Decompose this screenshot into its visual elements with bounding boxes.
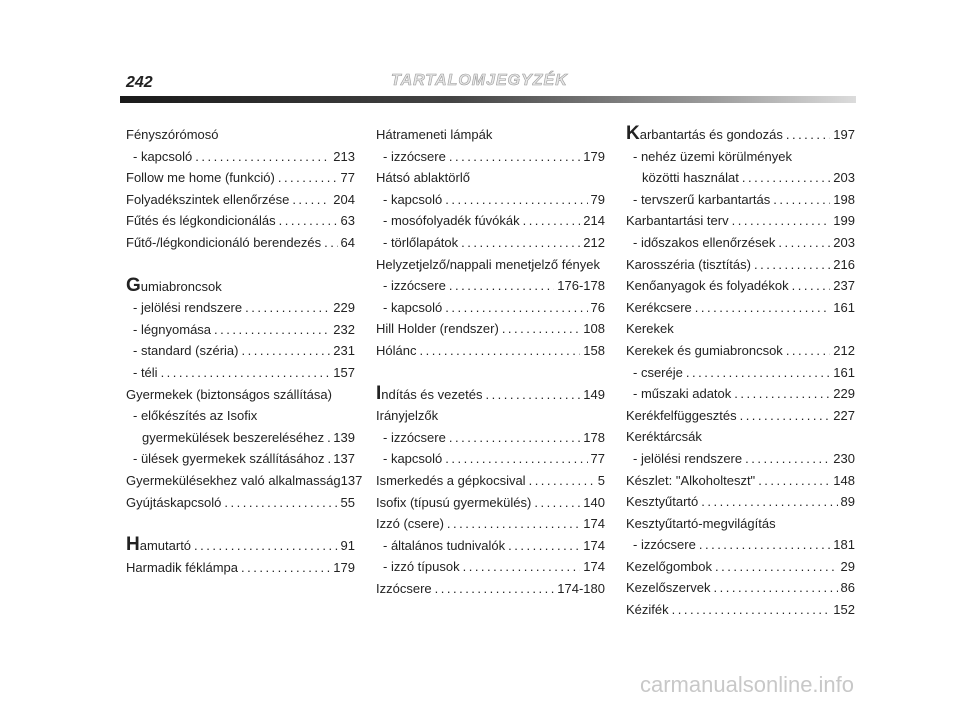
dot-leader [445,297,587,319]
entry-label: - izzócsere [383,278,446,294]
dot-leader [740,405,831,427]
index-entry [376,492,605,514]
entry-page-number: 237 [833,278,855,294]
entry-page-number: 212 [833,342,855,358]
dot-leader [278,167,338,189]
entry-page-number: 157 [333,364,355,380]
entry-page-number: 199 [833,213,855,229]
entry-page-number: 197 [833,127,855,142]
dot-leader [195,146,330,168]
entry-label: Kesztyűtartó [626,494,699,510]
index-entry-continuation [126,427,355,449]
entry-page-number: 178 [583,429,605,445]
index-entry [626,362,855,384]
entry-label: Kerekek és gumiabroncsok [626,342,783,358]
entry-label: Fényszórómosó [126,127,219,142]
index-entry [626,599,855,621]
dot-leader [534,492,580,514]
entry-page-number: 214 [583,213,605,229]
entry-page-number: 77 [590,451,605,467]
index-entry [376,470,605,492]
entry-label: Izzó (csere) [376,516,444,532]
entry-label: Kenőanyagok és folyadékok [626,278,789,294]
dot-leader [327,427,330,449]
index-entry [126,557,355,579]
entry-label: - előkészítés az Isofix [133,408,258,424]
dot-leader [292,189,330,211]
entry-page-number: 55 [340,494,355,510]
entry-page-number: 179 [583,148,605,164]
index-entry [376,297,605,319]
index-entry [126,319,355,341]
index-entry [626,189,855,211]
entry-label: Hátrameneti lámpák [376,127,493,142]
index-entry [376,340,605,362]
dot-leader [461,232,580,254]
dot-leader [773,189,830,211]
index-entry [376,210,605,232]
entry-page-number: 161 [833,364,855,380]
entry-page-number: 63 [340,213,355,229]
entry-page-number: 76 [590,299,605,315]
index-entry [126,362,355,384]
entry-page-number: 179 [333,559,355,575]
dot-leader [701,491,837,513]
index-entry [626,318,855,340]
dot-leader [445,448,587,470]
entry-label: Kerékcsere [626,299,692,315]
entry-label [126,276,222,298]
entry-page-number: 198 [833,191,855,207]
entry-label: Készlet: "Alkoholteszt" [626,472,756,488]
entry-page-number: 213 [333,148,355,164]
entry-page-number: 216 [833,256,855,272]
entry-label: - jelölési rendszere [133,300,243,316]
entry-page-number: 5 [597,472,605,488]
dot-leader [745,448,830,470]
index-entry [376,427,605,449]
entry-page-number: 140 [583,494,605,510]
dot-leader [529,470,595,492]
entry-page-number: 149 [583,386,605,402]
entry-page-number: 181 [833,537,855,553]
entry-label-rest: arbantartás és gondozás [639,127,783,142]
dot-leader [754,254,830,276]
entry-page-number: 174 [583,516,605,532]
entry-initial: K [626,123,640,144]
entry-page-number: 148 [833,472,855,488]
entry-label: Kézifék [626,602,669,618]
watermark: carmanualsonline.info [640,672,855,697]
index-entry [626,405,855,427]
entry-label: Gyújtáskapcsoló [126,494,222,510]
entry-label: - izzócsere [633,537,696,553]
entry-page-number: 212 [583,234,605,250]
dot-leader [508,535,580,557]
entry-label: Gyermekek (biztonságos szállítása) [126,386,332,402]
entry-label: közötti használat [642,170,739,186]
index-entry [126,535,355,557]
entry-page-number: 174-180 [557,580,605,596]
dot-leader [699,534,830,556]
entry-page-number: 89 [840,494,855,510]
dot-leader [786,340,830,362]
entry-page-number: 227 [833,407,855,423]
index-entry [126,492,355,514]
dot-leader [245,297,330,319]
dot-leader [279,210,338,232]
entry-label [626,124,783,146]
entry-label: Keréktárcsák [626,429,702,445]
entry-label: gyermekülések beszereléséhez [142,429,325,445]
entry-page-number: 79 [590,191,605,207]
entry-label: Irányjelzők [376,408,439,424]
index-entry [376,189,605,211]
entry-label: - jelölési rendszere [633,450,743,466]
entry-page-number: 137 [333,451,355,467]
dot-leader [419,340,580,362]
entry-label: Helyzetjelző/nappali menetjelző fények [376,256,601,272]
index-entry [376,146,605,168]
entry-page-number: 108 [583,321,605,337]
index-entry [376,167,605,189]
dot-leader [445,189,587,211]
index-entry [376,405,605,427]
section-title: TARTALOMJEGYZÉK [391,72,568,89]
dot-leader [324,232,337,254]
index-entry [376,275,605,297]
entry-page-number: 29 [840,558,855,574]
entry-page-number: 229 [333,300,355,316]
index-entry [626,513,855,535]
index-entry [626,146,855,168]
index-column-3 [626,124,855,621]
index-entry [626,340,855,362]
dot-leader [686,362,830,384]
dot-leader [502,318,580,340]
entry-label: - műszaki adatok [633,386,732,402]
entry-page-number: 203 [833,234,855,250]
entry-initial: H [126,534,140,556]
dot-leader [224,492,337,514]
index-entry [376,232,605,254]
entry-label: - ülések gyermekek szállításához [133,451,325,467]
index-entry [126,405,355,427]
index-entry [626,491,855,513]
index-entry [626,232,855,254]
index-entry [626,254,855,276]
entry-label: - standard (széria) [133,343,239,359]
dot-leader [463,556,581,578]
entry-label: Isofix (típusú gyermekülés) [376,494,532,510]
entry-label: Kerékfelfüggesztés [626,407,737,423]
entry-page-number: 86 [840,580,855,596]
entry-label: Kerekek [626,321,674,337]
entry-label: Karosszéria (tisztítás) [626,256,751,272]
index-entry [376,513,605,535]
entry-initial: G [126,274,141,296]
entry-label: Gyermekülésekhez való alkalmasság [126,472,341,488]
index-entry [126,210,355,232]
entry-page-number: 203 [833,170,855,186]
index-entry [626,556,855,578]
entry-page-number: 230 [833,450,855,466]
dot-leader [161,362,331,384]
dot-leader [214,319,330,341]
index-column-1 [126,124,363,578]
entry-label: - kapcsoló [383,191,443,207]
dot-leader [695,297,831,319]
entry-page-number: 204 [333,191,355,207]
index-entry [126,124,355,146]
index-entry [626,124,855,146]
index-entry [626,448,855,470]
entry-label: - törlőlapátok [383,234,459,250]
entry-label: - nehéz üzemi körülmények [633,148,792,164]
index-entry [126,232,355,254]
index-entry [126,340,355,362]
entry-label-rest: ndítás és vezetés [381,386,483,402]
dot-leader [672,599,831,621]
index-entry-continuation [626,167,855,189]
index-entry [126,146,355,168]
index-entry [376,254,605,276]
index-entry [126,167,355,189]
index-entry [126,470,363,492]
entry-label: - kapcsoló [383,299,443,315]
entry-page-number: 64 [340,234,355,250]
dot-leader [786,124,830,146]
entry-page-number: 158 [583,342,605,358]
entry-label [126,535,191,557]
index-entry [376,578,605,600]
entry-page-number: 152 [833,602,855,618]
dot-leader [485,384,580,406]
dot-leader [241,557,330,579]
dot-leader [758,470,830,492]
index-column-2 [376,124,605,599]
entry-initial: I [376,382,382,404]
index-entry [376,556,605,578]
entry-page-number: 91 [340,538,355,554]
entry-label: - légnyomása [133,321,212,337]
entry-label: - kapcsoló [383,451,443,467]
entry-label: - tervszerű karbantartás [633,191,771,207]
entry-label: Karbantartási terv [626,213,729,229]
entry-label: - általános tudnivalók [383,537,506,553]
entry-label: - téli [133,364,158,380]
index-entry [626,534,855,556]
entry-page-number: 174 [583,559,605,575]
header-rule [120,96,856,103]
entry-label: Folyadékszintek ellenőrzése [126,191,290,207]
index-entry [126,448,355,470]
entry-page-number: 77 [340,170,355,186]
entry-page-number: 231 [333,343,355,359]
entry-label: Kezelőszervek [626,580,711,596]
entry-label: Fűtő-/légkondicionáló berendezés [126,234,322,250]
dot-leader [449,275,554,297]
entry-label: Hill Holder (rendszer) [376,321,499,337]
index-entry [626,275,855,297]
entry-label: Kezelőgombok [626,558,712,574]
index-entry [126,189,355,211]
entry-page-number: 229 [833,386,855,402]
dot-leader [194,535,337,557]
dot-leader [523,210,581,232]
entry-label: - izzócsere [383,429,446,445]
entry-page-number: 174 [583,537,605,553]
index-entry [626,297,855,319]
dot-leader [449,146,580,168]
dot-leader [715,556,838,578]
entry-label-rest: amutartó [139,538,192,554]
index-entry [626,470,855,492]
entry-page-number: 176-178 [557,278,605,294]
entry-label: - mosófolyadék fúvókák [383,213,520,229]
dot-leader [714,577,838,599]
dot-leader [778,232,830,254]
entry-label: Fűtés és légkondicionálás [126,213,276,229]
entry-label: Kesztyűtartó-megvilágítás [626,515,776,531]
entry-label: - kapcsoló [133,148,193,164]
index-entry [626,210,855,232]
entry-page-number: 161 [833,299,855,315]
index-entry [376,448,605,470]
entry-label: Izzócsere [376,580,432,596]
index-entry [376,318,605,340]
dot-leader [732,210,831,232]
entry-label: - izzócsere [383,148,446,164]
index-entry [126,297,355,319]
index-entry [376,384,605,406]
entry-label: Hólánc [376,342,417,358]
entry-label-rest: umiabroncsok [140,278,222,294]
entry-label: Ismerkedés a gépkocsival [376,472,526,488]
entry-label: - cseréje [633,364,683,380]
page-number: 242 [126,74,153,91]
index-entry [376,124,605,146]
dot-leader [742,167,830,189]
dot-leader [327,448,330,470]
index-entry [626,577,855,599]
entry-page-number: 232 [333,321,355,337]
dot-leader [447,513,580,535]
entry-page-number: 139 [333,429,355,445]
entry-page-number: 137 [340,472,363,488]
entry-label: - időszakos ellenőrzések [633,234,776,250]
index-entry [126,384,355,406]
entry-label: Harmadik féklámpa [126,559,238,575]
entry-label [376,384,482,406]
dot-leader [241,340,330,362]
index-entry [376,535,605,557]
entry-label: Follow me home (funkció) [126,170,275,186]
dot-leader [792,275,831,297]
index-entry [126,276,355,298]
dot-leader [435,578,555,600]
entry-label: - izzó típusok [383,559,460,575]
dot-leader [449,427,580,449]
index-entry [626,383,855,405]
dot-leader [734,383,830,405]
entry-label: Hátsó ablaktörlő [376,170,470,186]
index-entry [626,426,855,448]
